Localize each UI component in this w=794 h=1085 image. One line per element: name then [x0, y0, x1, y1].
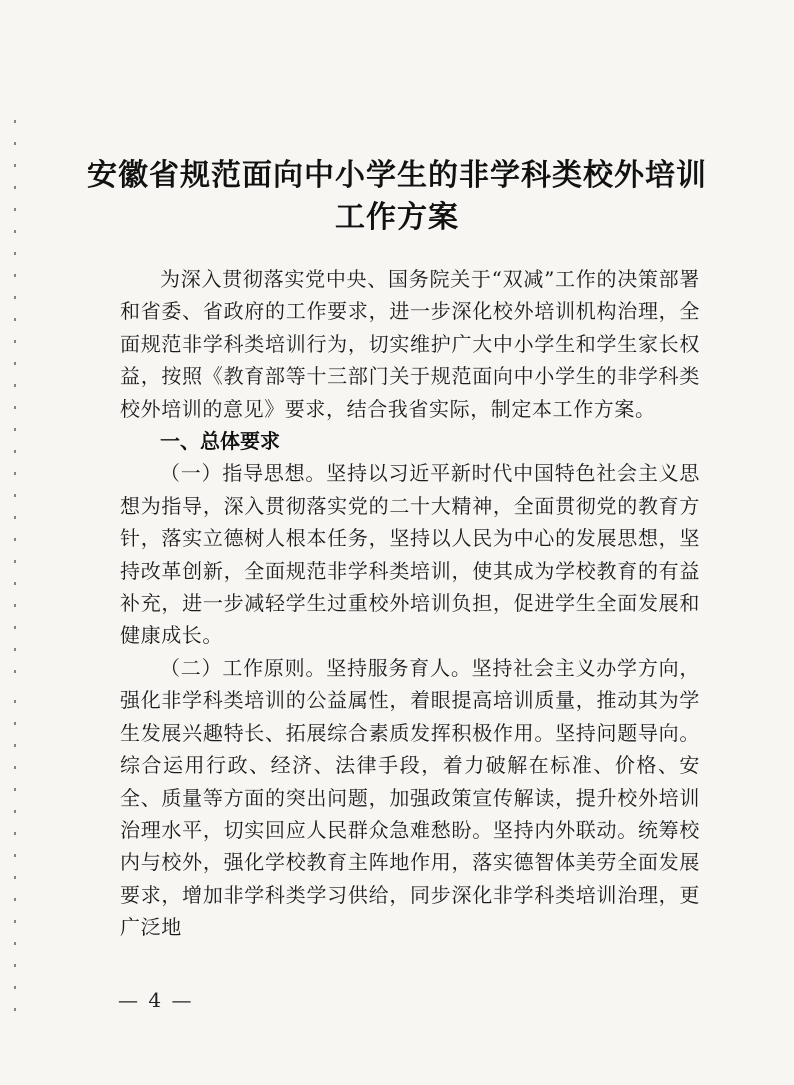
section-heading-general-requirements: 一、总体要求	[160, 429, 280, 454]
binding-edge-marks-lower	[14, 700, 16, 1030]
document-title-line-2: 工作方案	[335, 200, 459, 235]
working-principles-lead: （二）工作原则。	[160, 655, 327, 680]
document-body	[120, 263, 700, 944]
working-principles-text: 坚持服务育人。坚持社会主义办学方向，强化非学科类培训的公益属性，着眼提高培训质量，推动其为学生发展兴趣特长、拓展综合素质发挥积极作用。坚持问题导向。综合运用行政、经济、法律手段，着力破解在标准、价格、安全、质量等方面的突出问题，加强政策宣传解读，提升校外培训治理水平，切实回应人民群众急难愁盼。坚持内外联动。统筹校内与校外，强化学校教育主阵地作用，落实德智体美劳全面发展要求，增加非学科类学习供给，同步深化非学科类培训治理，更广泛地	[120, 655, 700, 940]
intro-paragraph: 为深入贯彻落实党中央、国务院关于“双减”工作的决策部署和省委、省政府的工作要求，进一步深化校外培训机构治理，全面规范非学科类培训行为，切实维护广大中小学生和学生家长权益，按照《教育部等十三部门关于规范面向中小学生的非学科类校外培训的意见》要求，结合我省实际，制定本工作方案。	[120, 267, 700, 421]
page-number: — 4 —	[118, 988, 194, 1012]
guiding-ideology-lead: （一）指导思想。	[160, 461, 327, 486]
guiding-ideology-text: 坚持以习近平新时代中国特色社会主义思想为指导，深入贯彻落实党的二十大精神，全面贯彻党的教育方针，落实立德树人根本任务，坚持以人民为中心的发展思想，坚持改革创新，全面规范非学科类培训，使其成为学校教育的有益补充，进一步减轻学生过重校外培训负担，促进学生全面发展和健康成长。	[120, 461, 700, 648]
guiding-ideology-paragraph	[120, 457, 700, 651]
working-principles-paragraph	[120, 652, 700, 944]
document-title-line-1: 安徽省规范面向中小学生的非学科类校外培训	[87, 158, 707, 193]
